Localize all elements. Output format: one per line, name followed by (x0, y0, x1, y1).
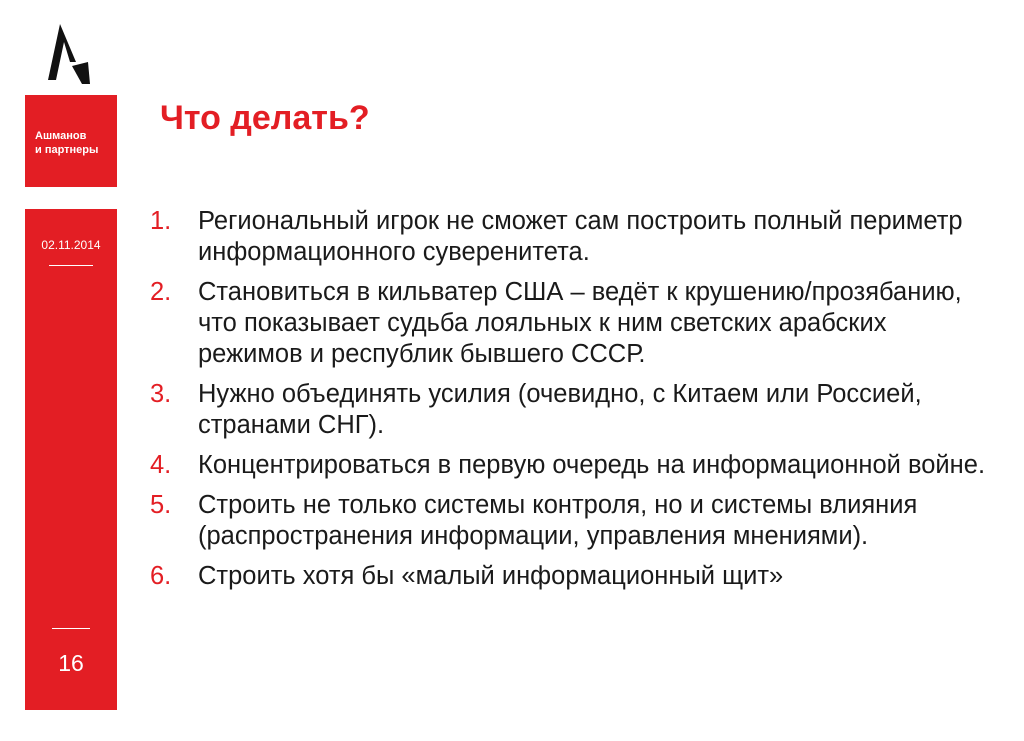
list-item-text: Строить хотя бы «малый информационный щит» (198, 562, 784, 590)
date-divider (49, 265, 93, 266)
side-bar (25, 209, 117, 710)
list-item-text: Становиться в кильватер США – ведёт к крушению/прозябанию, что показывает судьба лояльных к ним светских арабских режимов и республик бывшего СССР. (198, 278, 962, 368)
list-item-number: 6. (150, 562, 172, 590)
list-item-number: 2. (150, 278, 172, 306)
brand-name-line-2: и партнеры (35, 144, 99, 156)
list-item (150, 450, 990, 481)
list-item-text: Региональный игрок не сможет сам построить полный периметр информационного суверенитета. (198, 207, 963, 266)
slide-date: 02.11.2014 (41, 238, 101, 252)
logo-mark-icon (44, 22, 96, 86)
list-item (150, 561, 990, 592)
list-item-text: Нужно объединять усилия (очевидно, с Китаем или Россией, странами СНГ). (198, 380, 922, 439)
page-number: 16 (58, 650, 84, 676)
list-item-number: 3. (150, 380, 172, 408)
list-item (150, 490, 990, 552)
slide-title: Что делать? (160, 99, 370, 137)
list-item-text: Концентрироваться в первую очередь на информационной войне. (198, 451, 986, 479)
list-item-number: 4. (150, 451, 172, 479)
action-list (150, 206, 990, 601)
list-item (150, 379, 990, 441)
list-item-number: 5. (150, 491, 172, 519)
brand-name-line-1: Ашманов (35, 130, 87, 142)
page-number-divider (52, 628, 90, 629)
list-item-number: 1. (150, 207, 172, 235)
list-item (150, 277, 990, 370)
list-item-text: Строить не только системы контроля, но и системы влияния (распространения информации, управления мнениями). (198, 491, 918, 550)
brand-logo (25, 95, 117, 187)
list-item (150, 206, 990, 268)
